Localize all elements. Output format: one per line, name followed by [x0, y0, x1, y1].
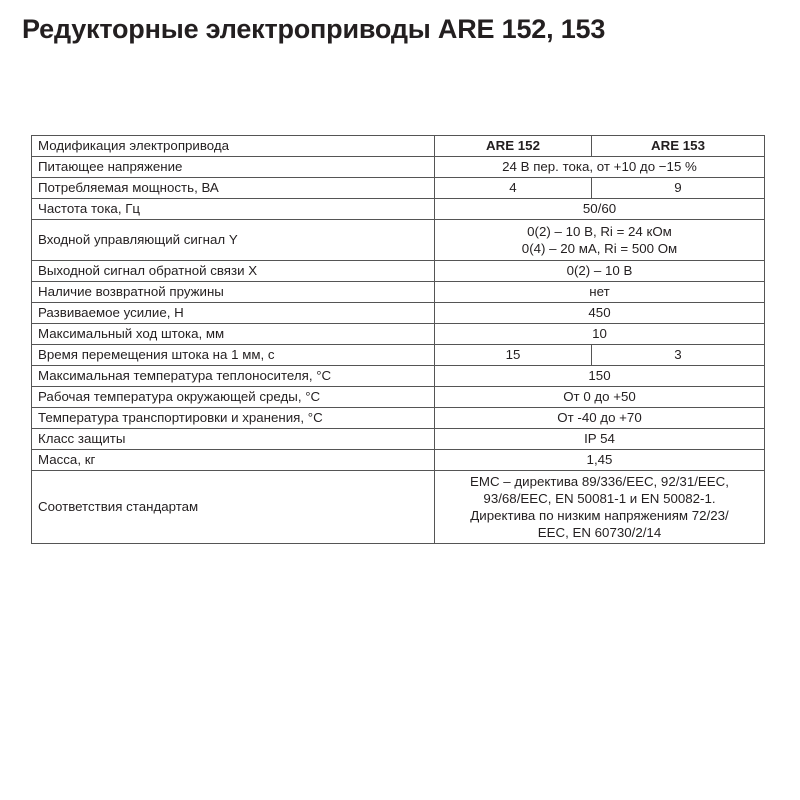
row-label: Температура транспортировки и хранения, °С: [32, 408, 435, 429]
table-row: [32, 178, 765, 199]
row-value: нет: [435, 282, 765, 303]
row-value: 24 В пер. тока, от +10 до −15 %: [435, 157, 765, 178]
value-line: 93/68/EEC, EN 50081-1 и EN 50082-1.: [483, 491, 716, 506]
spec-table: [31, 135, 765, 544]
table-row: [32, 303, 765, 324]
table-row: [32, 220, 765, 261]
row-label: Максимальная температура теплоносителя, °С: [32, 366, 435, 387]
row-label: Рабочая температура окружающей среды, °С: [32, 387, 435, 408]
value-line: 0(2) – 10 В, Ri = 24 кОм: [527, 224, 672, 239]
row-value: От 0 до +50: [435, 387, 765, 408]
row-label: Потребляемая мощность, ВА: [32, 178, 435, 199]
row-label: Питающее напряжение: [32, 157, 435, 178]
row-label: Развиваемое усилие, Н: [32, 303, 435, 324]
table-row: [32, 471, 765, 544]
row-value-are-153: 3: [592, 345, 765, 366]
row-value-are-152: 15: [435, 345, 592, 366]
row-label: Максимальный ход штока, мм: [32, 324, 435, 345]
header-are-153: ARE 153: [592, 136, 765, 157]
table-row: [32, 345, 765, 366]
table-row: [32, 366, 765, 387]
table-row: [32, 324, 765, 345]
row-label: Наличие возвратной пружины: [32, 282, 435, 303]
row-label: Выходной сигнал обратной связи X: [32, 261, 435, 282]
row-label: Время перемещения штока на 1 мм, с: [32, 345, 435, 366]
table-row: [32, 199, 765, 220]
row-value: 50/60: [435, 199, 765, 220]
row-value: 10: [435, 324, 765, 345]
row-value: [435, 220, 765, 261]
row-value-are-152: 4: [435, 178, 592, 199]
row-value: 150: [435, 366, 765, 387]
row-value: IP 54: [435, 429, 765, 450]
value-line: EEC, EN 60730/2/14: [537, 525, 662, 540]
table-row: [32, 429, 765, 450]
table-row: [32, 408, 765, 429]
table-row: [32, 450, 765, 471]
page-title: Редукторные электроприводы ARE 152, 153: [22, 14, 606, 44]
row-label: Класс защиты: [32, 429, 435, 450]
table-header-row: [32, 136, 765, 157]
row-value: 1,45: [435, 450, 765, 471]
header-label: Модификация электропривода: [32, 136, 435, 157]
row-label: Масса, кг: [32, 450, 435, 471]
value-line: 0(4) – 20 мА, Ri = 500 Ом: [521, 241, 678, 256]
table-row: [32, 282, 765, 303]
row-value: [435, 471, 765, 544]
row-value: От -40 до +70: [435, 408, 765, 429]
value-line: Директива по низким напряжениям 72/23/: [470, 508, 729, 523]
row-label: Входной управляющий сигнал Y: [32, 220, 435, 261]
row-value-are-153: 9: [592, 178, 765, 199]
row-label: Частота тока, Гц: [32, 199, 435, 220]
table-row: [32, 387, 765, 408]
row-value: 0(2) – 10 В: [435, 261, 765, 282]
row-label: Соответствия стандартам: [32, 471, 435, 544]
row-value: 450: [435, 303, 765, 324]
header-are-152: ARE 152: [435, 136, 592, 157]
table-row: [32, 157, 765, 178]
value-line: EMC – директива 89/336/EEC, 92/31/EEC,: [470, 474, 729, 489]
table-row: [32, 261, 765, 282]
